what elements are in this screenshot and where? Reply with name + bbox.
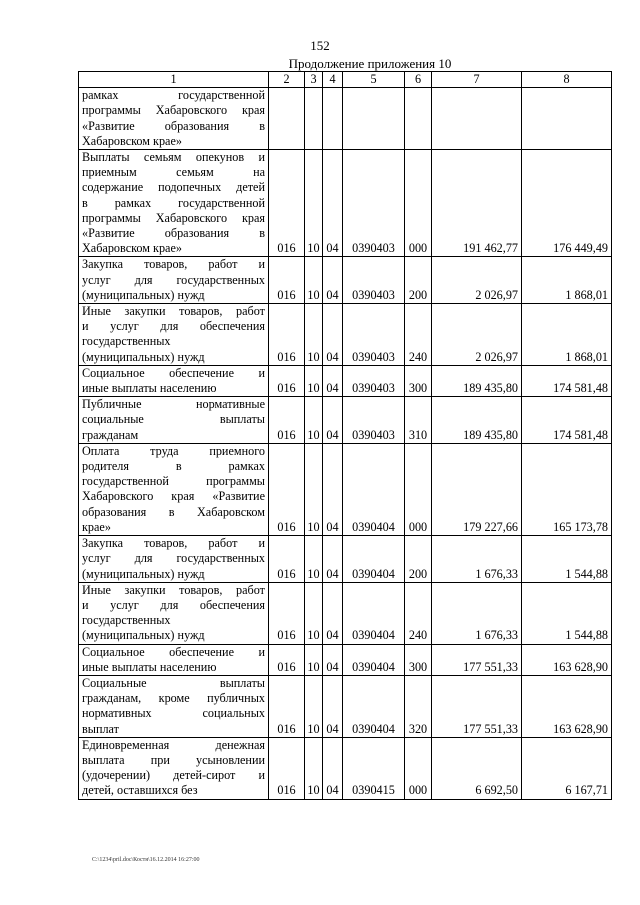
table-row xyxy=(79,582,612,644)
table-row xyxy=(79,257,612,304)
description-line: содержание подопечных детей xyxy=(82,180,265,195)
description-line: (муниципальных) нужд xyxy=(82,287,205,302)
column-header: 4 xyxy=(323,72,343,88)
cell-col-8: 174 581,48 xyxy=(522,397,612,444)
cell-col-7: 177 551,33 xyxy=(432,644,522,675)
cell-col-2: 016 xyxy=(269,443,305,535)
description-line: (муниципальных) нужд xyxy=(82,566,205,581)
cell-col-3: 10 xyxy=(305,365,323,396)
cell-col-8: 163 628,90 xyxy=(522,644,612,675)
column-header: 8 xyxy=(522,72,612,88)
cell-col-5: 0390415 xyxy=(343,737,405,799)
cell-col-4: 04 xyxy=(323,536,343,583)
description-line: Хабаровском крае» xyxy=(82,133,182,148)
cell-col-8: 174 581,48 xyxy=(522,365,612,396)
table-row xyxy=(79,536,612,583)
cell-col-4: 04 xyxy=(323,443,343,535)
row-description xyxy=(79,737,269,799)
cell-col-3: 10 xyxy=(305,150,323,257)
cell-col-4: 04 xyxy=(323,397,343,444)
cell-col-7: 1 676,33 xyxy=(432,536,522,583)
description-line: Социальные выплаты xyxy=(82,675,265,690)
cell-col-6: 200 xyxy=(405,536,432,583)
column-header: 5 xyxy=(343,72,405,88)
cell-col-3: 10 xyxy=(305,536,323,583)
cell-col-2 xyxy=(269,88,305,150)
row-description xyxy=(79,644,269,675)
description-line: Закупка товаров, работ и xyxy=(82,536,265,551)
cell-col-7 xyxy=(432,88,522,150)
description-line: государственных xyxy=(82,613,171,628)
row-description xyxy=(79,675,269,737)
cell-col-4 xyxy=(323,88,343,150)
cell-col-8: 1 544,88 xyxy=(522,582,612,644)
description-line: и услуг для обеспечения xyxy=(82,319,265,334)
column-header: 7 xyxy=(432,72,522,88)
description-line: Иные закупки товаров, работ xyxy=(82,304,265,319)
description-line: Хабаровском крае» xyxy=(82,241,182,256)
cell-col-4: 04 xyxy=(323,257,343,304)
column-header: 3 xyxy=(305,72,323,88)
table-row xyxy=(79,304,612,366)
description-line: приемным семьям на xyxy=(82,165,265,180)
description-line: Оплата труда приемного xyxy=(82,443,265,458)
row-description xyxy=(79,397,269,444)
description-line: крае» xyxy=(82,519,111,534)
description-line: услуг для государственных xyxy=(82,551,265,566)
row-description xyxy=(79,304,269,366)
cell-col-7: 179 227,66 xyxy=(432,443,522,535)
description-line: «Развитие образования в xyxy=(82,226,265,241)
cell-col-5: 0390404 xyxy=(343,582,405,644)
description-line: иные выплаты населению xyxy=(82,381,217,396)
description-line: программы Хабаровского края xyxy=(82,210,265,225)
description-line: услуг для государственных xyxy=(82,272,265,287)
description-line: Иные закупки товаров, работ xyxy=(82,582,265,597)
column-header: 2 xyxy=(269,72,305,88)
cell-col-8: 163 628,90 xyxy=(522,675,612,737)
description-line: Публичные нормативные xyxy=(82,397,265,412)
cell-col-6: 240 xyxy=(405,304,432,366)
cell-col-7: 189 435,80 xyxy=(432,397,522,444)
description-line: нормативных социальных xyxy=(82,706,265,721)
cell-col-6: 310 xyxy=(405,397,432,444)
cell-col-7: 2 026,97 xyxy=(432,304,522,366)
table-row xyxy=(79,88,612,150)
description-line: иные выплаты населению xyxy=(82,659,217,674)
cell-col-7: 6 692,50 xyxy=(432,737,522,799)
cell-col-4: 04 xyxy=(323,737,343,799)
cell-col-7: 177 551,33 xyxy=(432,675,522,737)
description-line: социальные выплаты xyxy=(82,412,265,427)
cell-col-5 xyxy=(343,88,405,150)
description-line: гражданам, кроме публичных xyxy=(82,691,265,706)
cell-col-2: 016 xyxy=(269,150,305,257)
cell-col-5: 0390403 xyxy=(343,365,405,396)
cell-col-4: 04 xyxy=(323,304,343,366)
cell-col-3: 10 xyxy=(305,644,323,675)
description-line: образования в Хабаровском xyxy=(82,504,265,519)
description-line: и услуг для обеспечения xyxy=(82,597,265,612)
row-description xyxy=(79,365,269,396)
row-description xyxy=(79,257,269,304)
cell-col-8: 165 173,78 xyxy=(522,443,612,535)
cell-col-7: 189 435,80 xyxy=(432,365,522,396)
description-line: рамках государственной xyxy=(82,88,265,103)
cell-col-8: 1 544,88 xyxy=(522,536,612,583)
cell-col-3: 10 xyxy=(305,304,323,366)
cell-col-2: 016 xyxy=(269,582,305,644)
cell-col-5: 0390403 xyxy=(343,397,405,444)
cell-col-5: 0390404 xyxy=(343,443,405,535)
cell-col-2: 016 xyxy=(269,644,305,675)
cell-col-4: 04 xyxy=(323,675,343,737)
row-description xyxy=(79,536,269,583)
cell-col-4: 04 xyxy=(323,582,343,644)
cell-col-4: 04 xyxy=(323,644,343,675)
description-line: в рамках государственной xyxy=(82,195,265,210)
cell-col-7: 2 026,97 xyxy=(432,257,522,304)
cell-col-5: 0390404 xyxy=(343,536,405,583)
row-description xyxy=(79,443,269,535)
cell-col-8: 6 167,71 xyxy=(522,737,612,799)
table-row xyxy=(79,397,612,444)
description-line: Хабаровского края «Развитие xyxy=(82,489,265,504)
column-header: 1 xyxy=(79,72,269,88)
table-row xyxy=(79,675,612,737)
cell-col-6: 000 xyxy=(405,443,432,535)
description-line: детей, оставшихся без xyxy=(82,783,198,798)
description-line: гражданам xyxy=(82,427,139,442)
table-row xyxy=(79,644,612,675)
cell-col-2: 016 xyxy=(269,257,305,304)
cell-col-3: 10 xyxy=(305,257,323,304)
cell-col-6: 000 xyxy=(405,150,432,257)
cell-col-2: 016 xyxy=(269,365,305,396)
cell-col-5: 0390404 xyxy=(343,644,405,675)
row-description xyxy=(79,582,269,644)
column-header: 6 xyxy=(405,72,432,88)
cell-col-3: 10 xyxy=(305,675,323,737)
cell-col-2: 016 xyxy=(269,675,305,737)
table-row xyxy=(79,365,612,396)
cell-col-7: 191 462,77 xyxy=(432,150,522,257)
description-line: государственной программы xyxy=(82,474,265,489)
cell-col-4: 04 xyxy=(323,365,343,396)
description-line: родителя в рамках xyxy=(82,459,265,474)
cell-col-8: 176 449,49 xyxy=(522,150,612,257)
row-description xyxy=(79,150,269,257)
description-line: выплата при усыновлении xyxy=(82,752,265,767)
cell-col-6: 300 xyxy=(405,365,432,396)
cell-col-5: 0390403 xyxy=(343,257,405,304)
cell-col-6: 000 xyxy=(405,737,432,799)
description-line: Социальное обеспечение и xyxy=(82,365,265,380)
cell-col-3: 10 xyxy=(305,582,323,644)
cell-col-5: 0390404 xyxy=(343,675,405,737)
description-line: программы Хабаровского края xyxy=(82,103,265,118)
budget-table xyxy=(78,71,612,800)
description-line: (муниципальных) нужд xyxy=(82,628,205,643)
cell-col-4: 04 xyxy=(323,150,343,257)
cell-col-6: 200 xyxy=(405,257,432,304)
cell-col-2: 016 xyxy=(269,304,305,366)
cell-col-3: 10 xyxy=(305,397,323,444)
table-row xyxy=(79,443,612,535)
cell-col-8: 1 868,01 xyxy=(522,257,612,304)
cell-col-6: 320 xyxy=(405,675,432,737)
cell-col-7: 1 676,33 xyxy=(432,582,522,644)
cell-col-6 xyxy=(405,88,432,150)
description-line: выплат xyxy=(82,721,119,736)
row-description xyxy=(79,88,269,150)
description-line: Единовременная денежная xyxy=(82,737,265,752)
cell-col-8: 1 868,01 xyxy=(522,304,612,366)
page-number: 152 xyxy=(310,38,330,53)
description-line: Выплаты семьям опекунов и xyxy=(82,150,265,165)
cell-col-2: 016 xyxy=(269,397,305,444)
table-body xyxy=(79,88,612,799)
cell-col-2: 016 xyxy=(269,737,305,799)
cell-col-8 xyxy=(522,88,612,150)
table-row xyxy=(79,150,612,257)
continuation-title: Продолжение приложения 10 xyxy=(288,56,452,71)
header-row xyxy=(79,72,612,88)
description-line: (удочерении) детей-сирот и xyxy=(82,768,265,783)
cell-col-6: 300 xyxy=(405,644,432,675)
cell-col-3: 10 xyxy=(305,443,323,535)
table-row xyxy=(79,737,612,799)
description-line: Закупка товаров, работ и xyxy=(82,257,265,272)
cell-col-5: 0390403 xyxy=(343,150,405,257)
cell-col-5: 0390403 xyxy=(343,304,405,366)
file-path-footer: C:\1234\pril.doc\Костя\16.12.2014 16:27:00 xyxy=(92,857,200,863)
cell-col-3: 10 xyxy=(305,737,323,799)
description-line: «Развитие образования в xyxy=(82,118,265,133)
description-line: государственных xyxy=(82,334,171,349)
cell-col-3 xyxy=(305,88,323,150)
description-line: (муниципальных) нужд xyxy=(82,349,205,364)
description-line: Социальное обеспечение и xyxy=(82,644,265,659)
cell-col-6: 240 xyxy=(405,582,432,644)
cell-col-2: 016 xyxy=(269,536,305,583)
